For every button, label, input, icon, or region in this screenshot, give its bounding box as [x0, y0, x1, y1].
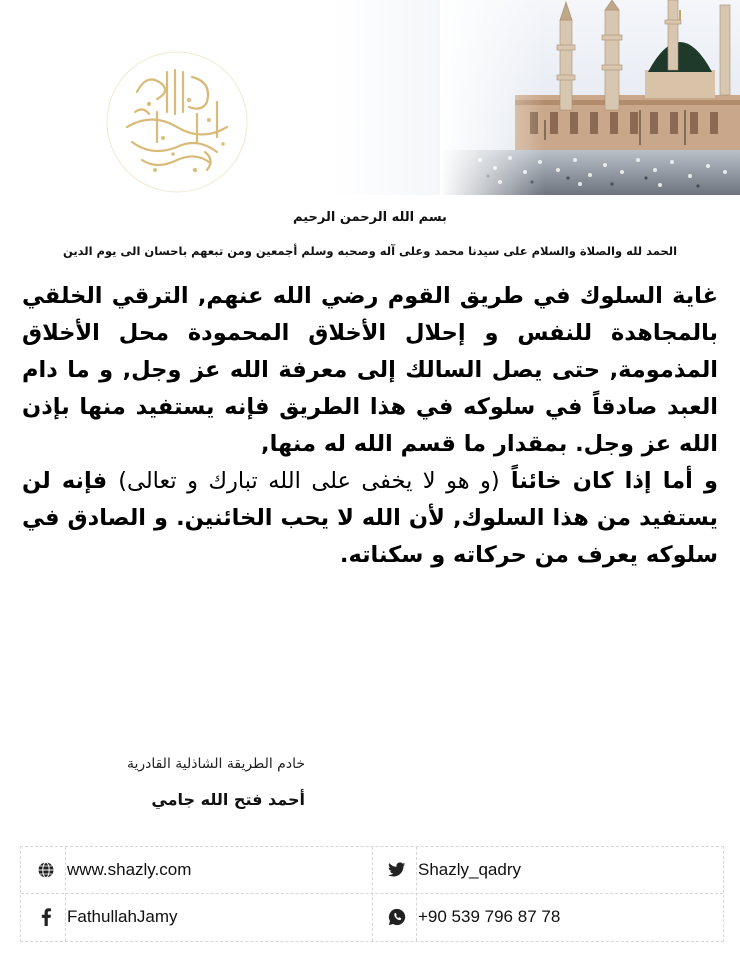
main-text [22, 278, 718, 574]
hamdala: الحمد لله والصلاة والسلام على سيدنا محمد وعلى آله وصحبه وسلم أجمعين ومن تبعهم باحسان الى يوم الدين [62, 244, 678, 258]
facebook-icon [37, 908, 55, 926]
paragraph-2-start: و أما إذا كان خائناً [499, 468, 719, 494]
paragraph-2 [22, 463, 718, 574]
paragraph-2-end: فإنه لن يستفيد من هذا السلوك, لأن الله لا يحب الخائنين. و الصادق في سلوكه يعرف من حركاته و سكناته. [22, 468, 718, 568]
signature-role: خادم الطريقة الشاذلية القادرية [126, 756, 305, 772]
contacts-box [20, 846, 724, 942]
calligraphy-logo [97, 42, 257, 195]
facebook-text[interactable]: FathullahJamy [67, 907, 178, 926]
paragraph-2-aside: (و هو لا يخفى على الله تبارك و تعالى) [118, 468, 500, 494]
contact-website[interactable] [21, 847, 371, 893]
contact-whatsapp[interactable] [372, 894, 722, 940]
whatsapp-icon [388, 908, 406, 926]
contact-facebook[interactable] [21, 894, 371, 940]
website-text[interactable]: www.shazly.com [67, 860, 192, 879]
header-banner [0, 0, 740, 195]
paragraph-1: غاية السلوك في طريق القوم رضي الله عنهم, الترقي الخلقي بالمجاهدة للنفس و إحلال الأخلاق المحمودة محل الأخلاق المذمومة, حتى يصل السالك إلى معرفة الله عز وجل, و ما دام العبد صادقاً في سلوكه في هذا الطريق فإنه يستفيد منها بإذن الله عز وجل. بمقدار ما قسم الله له منها, [22, 283, 718, 457]
twitter-icon [388, 861, 406, 879]
globe-icon [37, 861, 55, 879]
basmala: بسم الله الرحمن الرحيم [293, 210, 447, 225]
contact-twitter[interactable] [372, 847, 722, 893]
twitter-text[interactable]: Shazly_qadry [418, 860, 522, 879]
logo-text: الطريقة الشاذلية القادرية [97, 42, 108, 43]
signature-name: أحمد فتح الله جامي [151, 790, 305, 809]
whatsapp-text[interactable]: +90 539 796 87 78 [418, 907, 561, 926]
mosque-photo [440, 0, 740, 195]
